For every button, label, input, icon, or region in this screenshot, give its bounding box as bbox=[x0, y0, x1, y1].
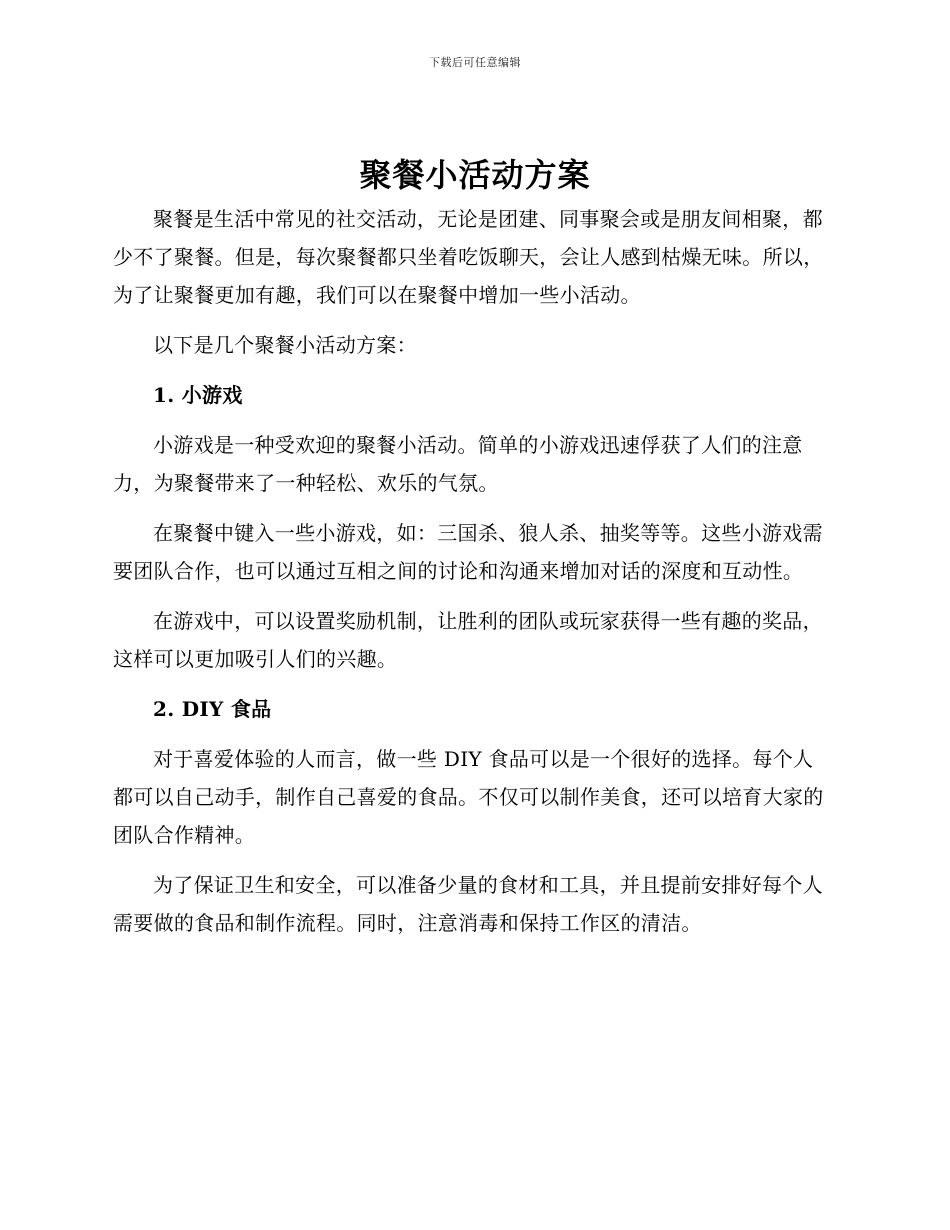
document-body bbox=[113, 200, 831, 954]
document-title: 聚餐小活动方案 bbox=[359, 156, 591, 194]
paragraph-games-1: 小游戏是一种受欢迎的聚餐小活动。简单的小游戏迅速俘获了人们的注意力，为聚餐带来了一种轻松、欢乐的气氛。 bbox=[113, 433, 803, 495]
section-heading-games: 1. 小游戏 bbox=[153, 383, 243, 407]
section-heading-diy: 2. DIY 食品 bbox=[153, 697, 272, 721]
header-note: 下载后可任意编辑 bbox=[429, 56, 521, 69]
paragraph-diy-1: 对于喜爱体验的人而言，做一些 DIY 食品可以是一个很好的选择。每个人都可以自己动手，制作自己喜爱的食品。不仅可以制作美食，还可以培育大家的团队合作精神。 bbox=[113, 747, 824, 847]
paragraph-diy-2: 为了保证卫生和安全，可以准备少量的食材和工具，并且提前安排好每个人需要做的食品和制作流程。同时，注意消毒和保持工作区的清洁。 bbox=[113, 873, 823, 935]
paragraph-games-2: 在聚餐中键入一些小游戏，如：三国杀、狼人杀、抽奖等等。这些小游戏需要团队合作，也可以通过互相之间的讨论和沟通来增加对话的深度和互动性。 bbox=[113, 521, 823, 583]
paragraph-intro: 聚餐是生活中常见的社交活动，无论是团建、同事聚会或是朋友间相聚，都少不了聚餐。但是，每次聚餐都只坐着吃饭聊天，会让人感到枯燥无味。所以，为了让聚餐更加有趣，我们可以在聚餐中增加一些小活动。 bbox=[113, 207, 824, 307]
paragraph-games-3: 在游戏中，可以设置奖励机制，让胜利的团队或玩家获得一些有趣的奖品，这样可以更加吸引人们的兴趣。 bbox=[113, 609, 823, 671]
paragraph-list-intro: 以下是几个聚餐小活动方案： bbox=[153, 333, 417, 357]
